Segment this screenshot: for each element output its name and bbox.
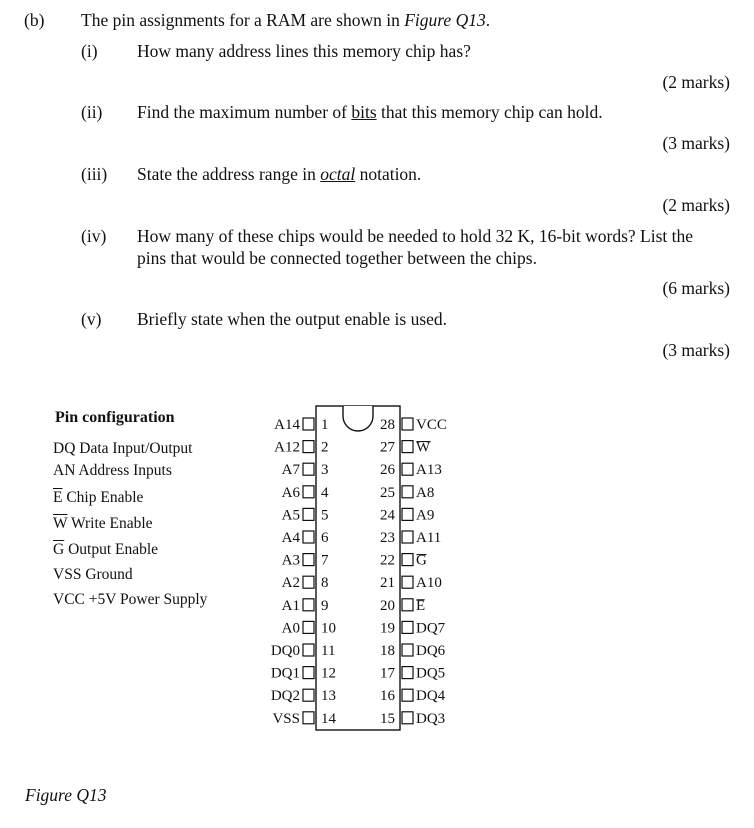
- pin-name: A3: [281, 552, 300, 569]
- pin-number: 16: [380, 688, 395, 705]
- chip-pin-right: [380, 440, 431, 456]
- part-i-marks: (2 marks): [662, 72, 730, 92]
- chip-pin-right: [380, 620, 446, 636]
- pin-number: 23: [380, 530, 395, 546]
- pin-box: [303, 667, 314, 679]
- pin-name: A9: [416, 507, 435, 524]
- pin-box: [402, 644, 413, 656]
- pin-number: 4: [321, 484, 329, 501]
- chip-pin-left: [274, 417, 328, 433]
- part-i-text: How many address lines this memory chip has?: [137, 41, 471, 61]
- pin-name: DQ0: [270, 643, 300, 659]
- pin-number: 2: [321, 439, 329, 456]
- pin-name: A13: [416, 462, 442, 479]
- pin-config-title: Pin configuration: [55, 409, 175, 426]
- pin-number: 10: [321, 620, 336, 637]
- chip-pin-left: [271, 643, 336, 659]
- pin-number: 12: [321, 665, 336, 682]
- pin-box: [303, 621, 314, 633]
- part-iii-text-after: notation.: [355, 164, 422, 184]
- pin-number: 18: [380, 643, 395, 659]
- pin-number: 9: [321, 597, 329, 614]
- pin-config-entry-e: $\overline{E}$ Chip Enable: [53, 489, 144, 506]
- pin-config-entry-vss: VSS Ground: [53, 566, 133, 583]
- chip-pin-right: [380, 462, 442, 478]
- part-ii-marks: (3 marks): [662, 133, 730, 153]
- pin-number: 17: [380, 665, 395, 682]
- pin-name: DQ7: [416, 620, 446, 637]
- pin-box: [402, 712, 413, 724]
- pin-box: [303, 599, 314, 611]
- chip-pin-right: [380, 688, 446, 704]
- chip-pin-right: [380, 553, 427, 569]
- pin-name: DQ1: [270, 665, 300, 682]
- pin-box: [402, 667, 413, 679]
- chip-pin-left: [271, 688, 336, 704]
- pin-config-entry-an: AN Address Inputs: [53, 462, 172, 479]
- pin-box: [402, 418, 413, 430]
- pin-name: DQ6: [416, 643, 446, 659]
- pin-number: 13: [321, 688, 336, 705]
- part-iii-number: (iii): [81, 164, 108, 184]
- pin-box: [402, 576, 413, 588]
- part-v-marks: (3 marks): [662, 340, 730, 360]
- pin-number: 5: [321, 507, 329, 524]
- pin-number: 6: [321, 530, 329, 546]
- part-v-text: Briefly state when the output enable is used.: [137, 309, 448, 329]
- pin-name: A4: [281, 530, 300, 546]
- pin-box: [303, 689, 314, 701]
- pin-name: A1: [281, 597, 300, 614]
- chip-pin-left: [282, 620, 336, 636]
- part-iv-line1: How many of these chips would be needed to hold 32 K, 16-bit words? List the: [137, 226, 694, 246]
- pin-box: [402, 621, 413, 633]
- chip-pin-left: [282, 575, 329, 591]
- chip-pin-left: [272, 711, 336, 727]
- chip-pin-right: [380, 485, 434, 501]
- part-ii-number: (ii): [81, 102, 103, 122]
- part-iii-underlined: octal: [320, 164, 356, 184]
- chip-pin-right: [380, 507, 434, 523]
- pin-box: [303, 486, 314, 498]
- part-ii-underlined: bits: [351, 102, 377, 122]
- pin-box: [402, 508, 413, 520]
- pin-name: A14: [274, 417, 300, 433]
- pin-name: DQ5: [416, 665, 446, 682]
- part-iii-marks: (2 marks): [662, 195, 730, 215]
- pin-number: 24: [380, 507, 395, 524]
- pin-box: [402, 554, 413, 566]
- pin-box: [303, 644, 314, 656]
- pin-number: 8: [321, 575, 329, 592]
- pin-number: 11: [321, 643, 336, 659]
- pin-name: VSS: [272, 710, 300, 727]
- chip-pin-left: [274, 440, 328, 456]
- pin-number: 3: [321, 462, 329, 479]
- pin-box: [402, 463, 413, 475]
- figure-caption: Figure Q13: [25, 785, 107, 805]
- pin-box: [303, 441, 314, 453]
- pin-name: DQ3: [416, 710, 446, 727]
- part-ii-text-after: that this memory chip can hold.: [376, 102, 603, 122]
- part-iv-marks: (6 marks): [662, 278, 730, 298]
- chip-pin-right: [380, 598, 425, 614]
- pin-number: 19: [380, 620, 395, 637]
- pin-name: E: [416, 597, 426, 614]
- pin-name: A11: [416, 530, 442, 546]
- pin-number: 25: [380, 484, 395, 501]
- pin-name: A12: [274, 439, 300, 456]
- pin-number: 14: [321, 710, 336, 727]
- pin-box: [303, 463, 314, 475]
- chip-pin-left: [282, 462, 329, 478]
- pin-config-entry-g: $\overline{G}$ Output Enable: [53, 541, 159, 558]
- pin-name: DQ4: [416, 688, 446, 705]
- pin-box: [402, 599, 413, 611]
- pin-box: [303, 554, 314, 566]
- pin-box: [402, 486, 413, 498]
- pin-box: [303, 531, 314, 543]
- pin-number: 7: [321, 552, 329, 569]
- chip-pin-left: [282, 485, 329, 501]
- pin-name: A6: [281, 484, 300, 501]
- pin-name: A5: [281, 507, 300, 524]
- pin-name: A7: [281, 462, 300, 479]
- pin-number: 27: [380, 439, 395, 456]
- intro-prefix: The pin assignments for a RAM are shown in: [81, 10, 405, 30]
- pin-box: [303, 712, 314, 724]
- pin-number: 21: [380, 575, 395, 592]
- intro-figure-ref: Figure Q13: [404, 10, 486, 30]
- pin-box: [303, 508, 314, 520]
- pin-config-entry-dq: DQ Data Input/Output: [53, 440, 193, 457]
- pin-number: 28: [380, 417, 395, 433]
- chip-pin-right: [380, 530, 441, 546]
- chip-pin-left: [282, 507, 329, 523]
- pin-number: 1: [321, 417, 329, 433]
- chip-pin-left: [282, 598, 329, 614]
- pin-name: A8: [416, 484, 435, 501]
- pin-name: W: [416, 439, 431, 456]
- chip-pin-right: [380, 643, 446, 659]
- pin-config-entry-w: $\overline{W}$ Write Enable: [53, 515, 153, 532]
- pin-name: A2: [281, 575, 300, 592]
- pin-box: [303, 418, 314, 430]
- pin-box: [402, 689, 413, 701]
- pin-name: VCC: [416, 417, 447, 433]
- chip-notch: [343, 406, 373, 431]
- pin-config-entry-vcc: VCC +5V Power Supply: [53, 591, 208, 608]
- pin-box: [303, 576, 314, 588]
- question-label: (b): [24, 10, 45, 30]
- pin-box: [402, 531, 413, 543]
- pin-number: 26: [380, 462, 395, 479]
- chip-pin-left: [282, 530, 329, 546]
- chip-pin-right: [380, 417, 447, 433]
- pin-name: A0: [281, 620, 300, 637]
- pin-box: [402, 441, 413, 453]
- pin-name: DQ2: [270, 688, 300, 705]
- pin-number: 22: [380, 552, 395, 569]
- part-iv-line2: pins that would be connected together between the chips.: [137, 248, 537, 268]
- chip-pin-right: [380, 711, 445, 727]
- pin-name: A10: [416, 575, 442, 592]
- chip-pin-right: [380, 575, 442, 591]
- intro-suffix: .: [485, 10, 491, 30]
- chip-pin-right: [380, 666, 445, 682]
- part-v-number: (v): [81, 309, 102, 329]
- part-iii-text-before: State the address range in: [137, 164, 321, 184]
- pin-name: G: [416, 552, 427, 569]
- chip-pin-left: [282, 553, 329, 569]
- chip-pin-left: [271, 666, 336, 682]
- part-ii-text-before: Find the maximum number of: [137, 102, 352, 122]
- pin-number: 15: [380, 710, 395, 727]
- part-iv-number: (iv): [81, 226, 107, 246]
- pin-number: 20: [380, 597, 395, 614]
- part-i-number: (i): [81, 41, 98, 61]
